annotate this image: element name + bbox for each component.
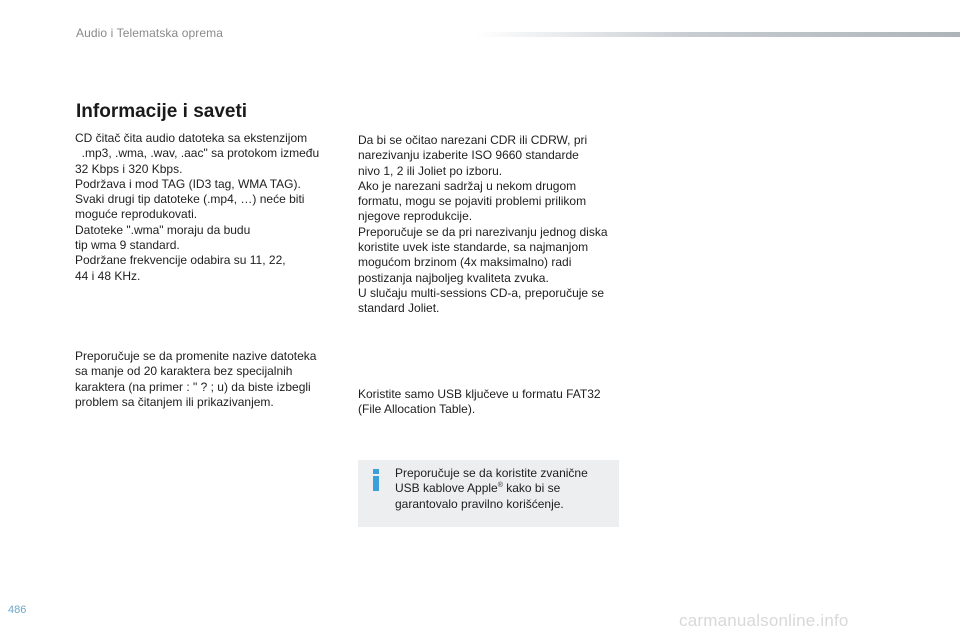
- page-number: 486: [8, 604, 27, 616]
- text-line: Svaki drugi tip datoteke (.mp4, …) neće biti: [75, 192, 305, 207]
- info-note-box: [358, 460, 619, 527]
- watermark-text: carmanualsonline.info: [679, 611, 849, 630]
- text-line: sa manje od 20 karaktera bez specijalnih: [75, 364, 293, 379]
- text-line: Podržane frekvencije odabira su 11, 22,: [75, 253, 286, 268]
- text-line: [395, 481, 615, 496]
- left-paragraph-cd-formats: [75, 131, 335, 284]
- info-note-text: [395, 466, 615, 512]
- text-line: .mp3, .wma, .wav, .aac" sa protokom između: [75, 146, 320, 161]
- text-line: Ako je narezani sadržaj u nekom drugom: [358, 178, 577, 193]
- text-line: 32 Kbps i 320 Kbps.: [75, 161, 183, 176]
- text-line: Datoteke ".wma" moraju da budu: [75, 222, 251, 237]
- text-line: postizanja najboljeg kvaliteta zvuka.: [358, 270, 549, 285]
- text-line: (File Allocation Table).: [358, 402, 476, 417]
- text-line: karaktera (na primer : " ? ; u) da biste izbegli: [75, 379, 311, 394]
- text-line: Preporučuje se da pri narezivanju jednog diska: [358, 224, 608, 239]
- text-line: Preporučuje se da promenite nazive datoteka: [75, 349, 317, 363]
- text-line: narezivanju izaberite ISO 9660 standarde: [358, 148, 579, 163]
- text-line: Podržava i mod TAG (ID3 tag, WMA TAG).: [75, 176, 301, 191]
- left-paragraph-file-naming: [75, 349, 335, 410]
- text-line: CD čitač čita audio datoteka sa ekstenzijom: [75, 131, 308, 145]
- text-line: tip wma 9 standard.: [75, 238, 180, 253]
- registered-mark: ®: [497, 482, 503, 490]
- header-divider-bar: [475, 32, 960, 37]
- text-line: U slučaju multi-sessions CD-a, preporučuje se: [358, 285, 605, 300]
- right-paragraph-cd-burning: [358, 133, 623, 317]
- text-line: Preporučuje se da koristite zvanične: [395, 466, 588, 480]
- header-title: Audio i Telematska oprema: [76, 26, 224, 40]
- text-line: mogućom brzinom (4x maksimalno) radi: [358, 255, 572, 270]
- text-line: 44 i 48 KHz.: [75, 268, 141, 283]
- text-line: standard Joliet.: [358, 301, 440, 316]
- right-paragraph-usb-format: [358, 387, 623, 418]
- text-line: Da bi se očitao narezani CDR ili CDRW, pri: [358, 133, 588, 147]
- text-line: formatu, mogu se pojaviti problemi prilikom: [358, 194, 587, 209]
- text-line: Koristite samo USB ključeve u formatu FAT32: [358, 387, 601, 401]
- text-line: moguće reprodukovati.: [75, 207, 198, 222]
- text-line: koristite uvek iste standarde, sa najmanjom: [358, 240, 589, 255]
- info-icon: [371, 469, 381, 491]
- text-line: njegove reprodukcije.: [358, 209, 473, 224]
- text-line: nivo 1, 2 ili Joliet po izboru.: [358, 163, 503, 178]
- text-fragment: USB kablove Apple: [395, 481, 498, 496]
- text-line: garantovalo pravilno korišćenje.: [395, 496, 564, 511]
- text-fragment: kako bi se: [502, 481, 561, 496]
- section-heading: Informacije i saveti: [76, 101, 248, 122]
- text-line: problem sa čitanjem ili prikazivanjem.: [75, 394, 274, 409]
